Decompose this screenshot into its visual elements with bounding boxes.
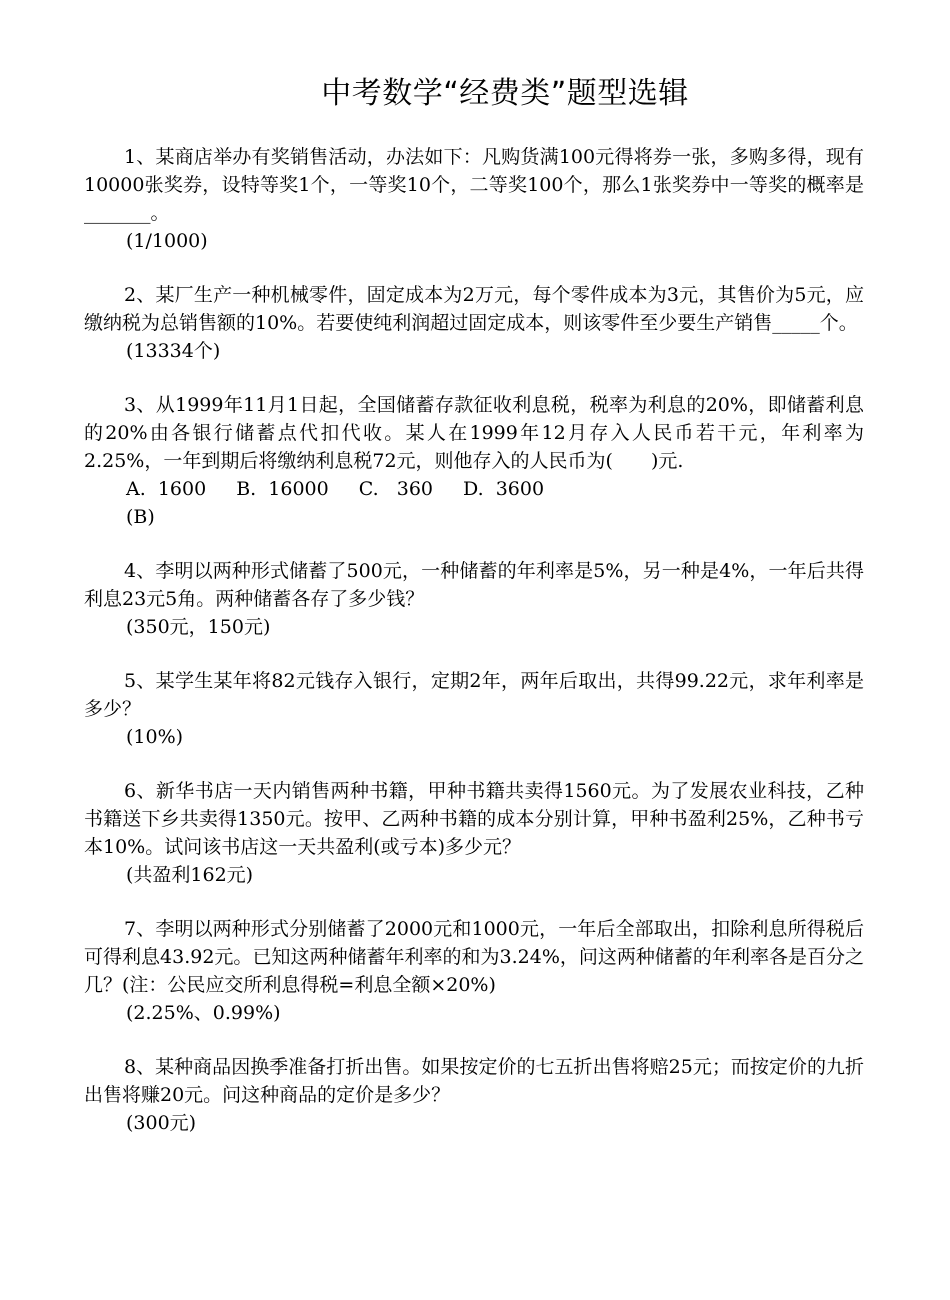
question-list: [84, 143, 864, 1137]
spacer: [84, 531, 864, 557]
question-7: [84, 915, 864, 1027]
spacer: [84, 1027, 864, 1053]
question-answer: (300元): [126, 1112, 197, 1134]
spacer: [84, 889, 864, 915]
option-d: D. 3600: [463, 478, 545, 500]
question-text: 6、新华书店一天内销售两种书籍，甲种书籍共卖得1560元。为了发展农业科技，乙种书籍送下乡共卖得1350元。按甲、乙两种书籍的成本分别计算，甲种书盈利25%，乙种书亏本10%。试问该书店这一天共盈利(或亏本)多少元？: [84, 780, 864, 858]
question-answer: (10%): [126, 726, 184, 748]
question-answer: (2.25%、0.99%): [126, 1002, 281, 1024]
question-1: [84, 143, 864, 255]
question-text: 5、某学生某年将82元钱存入银行，定期2年，两年后取出，共得99.22元，求年利率是多少？: [84, 670, 864, 720]
question-text: 3、从1999年11月1日起，全国储蓄存款征收利息税，税率为利息的20%，即储蓄利息的20%由各银行储蓄点代扣代收。某人在1999年12月存入人民币若干元，年利率为2.25%，一年到期后将缴纳利息税72元，则他存入的人民币为( )元.: [84, 394, 864, 472]
page-title: 中考数学“经费类”题型选辑: [321, 76, 689, 111]
option-b: B. 16000: [236, 478, 329, 500]
question-text: 7、李明以两种形式分别储蓄了2000元和1000元，一年后全部取出，扣除利息所得税后可得利息43.92元。已知这两种储蓄年利率的和为3.24%，问这两种储蓄的年利率各是百分之几？(注：公民应交所利息得税=利息全额×20%): [84, 918, 864, 996]
spacer: [84, 365, 864, 391]
question-text: 4、李明以两种形式储蓄了500元，一种储蓄的年利率是5%，另一种是4%，一年后共得利息23元5角。两种储蓄各存了多少钱？: [84, 560, 864, 610]
option-a: A. 1600: [126, 478, 207, 500]
question-answer: (1/1000): [126, 230, 208, 252]
option-c: C. 360: [358, 478, 434, 500]
question-6: [84, 777, 864, 889]
question-answer: (13334个): [126, 340, 221, 362]
question-text: 1、某商店举办有奖销售活动，办法如下：凡购货满100元得将券一张，多购多得，现有10000张奖券，设特等奖1个，一等奖10个，二等奖100个，那么1张奖券中一等奖的概率是_______。: [84, 146, 864, 224]
question-8: [84, 1053, 864, 1137]
question-3: [84, 391, 864, 531]
spacer: [84, 255, 864, 281]
question-answer: (B): [126, 506, 155, 528]
question-text: 2、某厂生产一种机械零件，固定成本为2万元，每个零件成本为3元，其售价为5元，应缴纳税为总销售额的10%。若要使纯利润超过固定成本，则该零件至少要生产销售_____个。: [84, 284, 864, 334]
answer-options: [126, 475, 864, 503]
question-4: [84, 557, 864, 641]
question-answer: (350元，150元): [126, 616, 271, 638]
spacer: [84, 641, 864, 667]
question-text: 8、某种商品因换季准备打折出售。如果按定价的七五折出售将赔25元；而按定价的九折出售将赚20元。问这种商品的定价是多少？: [84, 1056, 864, 1106]
question-2: [84, 281, 864, 365]
spacer: [84, 751, 864, 777]
question-answer: (共盈利162元): [126, 864, 254, 886]
question-5: [84, 667, 864, 751]
